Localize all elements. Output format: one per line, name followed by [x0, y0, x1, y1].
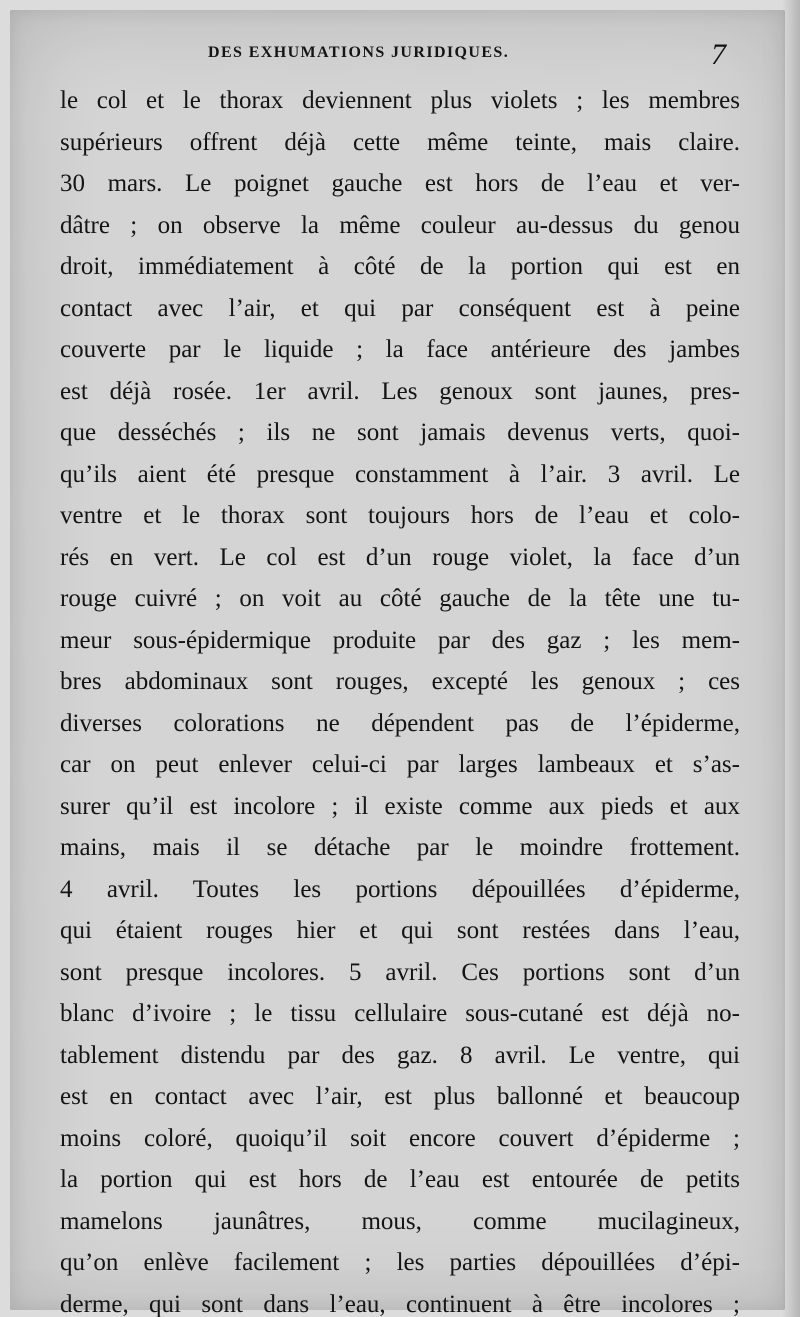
text-line: qui étaient rouges hier et qui sont restées dans l’eau, — [60, 917, 740, 944]
text-line: le col et le thorax deviennent plus violets ; les membres — [60, 87, 740, 114]
text-line: tablement distendu par des gaz. 8 avril. Le ventre, qui — [60, 1041, 740, 1069]
text-line: est en contact avec l’air, est plus ballonné et beaucoup — [60, 1083, 740, 1110]
text-line: ventre et le thorax sont toujours hors de l’eau et colo- — [60, 502, 740, 529]
text-line: meur sous-épidermique produite par des gaz ; les mem- — [60, 626, 740, 654]
spine-shadow — [782, 0, 800, 1317]
text-line: 4 avril. Toutes les portions dépouillées d’épiderme, — [60, 875, 740, 903]
text-line: qu’ils aient été presque constamment à l’air. 3 avril. Le — [60, 460, 740, 488]
text-line: blanc d’ivoire ; le tissu cellulaire sous-cutané est déjà no- — [60, 1000, 740, 1027]
text-line: moins coloré, quoiqu’il soit encore couvert d’épiderme ; — [60, 1124, 740, 1152]
running-title: DES EXHUMATIONS JURIDIQUES. — [208, 44, 510, 61]
text-line: contact avec l’air, et qui par conséquent est à peine — [60, 294, 740, 322]
text-line: car on peut enlever celui-ci par larges lambeaux et s’as- — [60, 751, 740, 778]
text-line: est déjà rosée. 1er avril. Les genoux sont jaunes, pres- — [60, 377, 740, 405]
body-text — [60, 80, 740, 1317]
page-number: 7 — [711, 38, 726, 71]
text-line: mamelons jaunâtres, mous, comme mucilagineux, — [60, 1207, 740, 1235]
text-line: couverte par le liquide ; la face antérieure des jambes — [60, 336, 740, 363]
text-line: surer qu’il est incolore ; il existe comme aux pieds et aux — [60, 792, 740, 820]
text-line: droit, immédiatement à côté de la portion qui est en — [60, 253, 740, 280]
text-line: derme, qui sont dans l’eau, continuent à être incolores ; — [60, 1290, 740, 1317]
text-line: mains, mais il se détache par le moindre frottement. — [60, 834, 740, 861]
text-line: sont presque incolores. 5 avril. Ces portions sont d’un — [60, 958, 740, 986]
text-line: bres abdominaux sont rouges, excepté les genoux ; ces — [60, 668, 740, 695]
text-line: rouge cuivré ; on voit au côté gauche de la tête une tu- — [60, 585, 740, 612]
text-line: que desséchés ; ils ne sont jamais devenus verts, quoi- — [60, 419, 740, 446]
text-line: supérieurs offrent déjà cette même teinte, mais claire. — [60, 128, 740, 156]
text-line: diverses colorations ne dépendent pas de l’épiderme, — [60, 709, 740, 737]
text-line: dâtre ; on observe la même couleur au-dessus du genou — [60, 211, 740, 239]
text-line: 30 mars. Le poignet gauche est hors de l’eau et ver- — [60, 170, 740, 197]
text-line: qu’on enlève facilement ; les parties dépouillées d’épi- — [60, 1249, 740, 1276]
text-line: rés en vert. Le col est d’un rouge violet, la face d’un — [60, 543, 740, 571]
running-head — [0, 38, 800, 74]
text-line: la portion qui est hors de l’eau est entourée de petits — [60, 1166, 740, 1193]
